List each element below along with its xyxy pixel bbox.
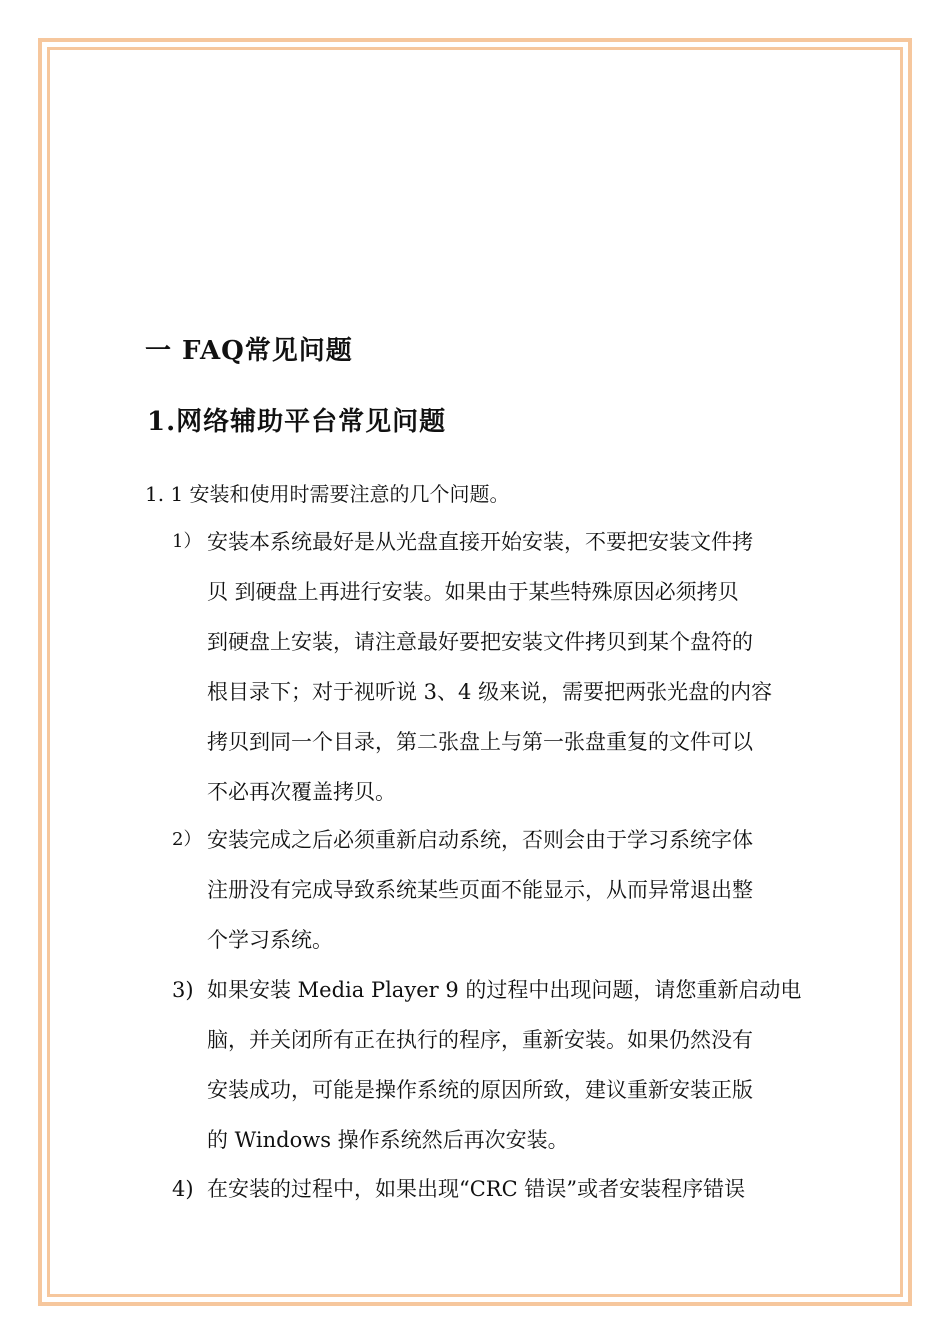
subsection-title-install-notes: 1. 1 安装和使用时需要注意的几个问题。 xyxy=(145,482,510,506)
text-line: 贝 到硬盘上再进行安装。如果由于某些特殊原因必须拷贝 xyxy=(207,580,739,604)
text-line: 在安装的过程中，如果出现“CRC 错误”或者安装程序错误 xyxy=(207,1177,746,1201)
list-item-number: 2） xyxy=(172,829,202,850)
text-line: 注册没有完成导致系统某些页面不能显示，从而异常退出整 xyxy=(207,878,753,902)
list-item-number: 1） xyxy=(172,531,202,552)
text-line: 到硬盘上安装，请注意最好要把安装文件拷贝到某个盘符的 xyxy=(207,630,753,654)
list-item-number: 3) xyxy=(172,978,194,1002)
text-line: 拷贝到同一个目录，第二张盘上与第一张盘重复的文件可以 xyxy=(207,730,753,754)
section-heading-faq: 一 FAQ常见问题 xyxy=(145,336,353,366)
text-line: 的 Windows 操作系统然后再次安装。 xyxy=(207,1128,569,1152)
list-item-text xyxy=(207,517,807,817)
text-line: 不必再次覆盖拷贝。 xyxy=(207,780,396,804)
list-item-text xyxy=(207,815,807,965)
subsection-heading-platform: 1.网络辅助平台常见问题 xyxy=(147,407,447,437)
text-line: 安装完成之后必须重新启动系统，否则会由于学习系统字体 xyxy=(207,828,753,852)
text-line: 安装本系统最好是从光盘直接开始安装，不要把安装文件拷 xyxy=(207,530,753,554)
text-line: 安装成功，可能是操作系统的原因所致，建议重新安装正版 xyxy=(207,1078,753,1102)
text-line: 根目录下；对于视听说 3、4 级来说，需要把两张光盘的内容 xyxy=(207,680,773,704)
text-line: 如果安装 Media Player 9 的过程中出现问题，请您重新启动电 xyxy=(207,978,802,1002)
list-item-number: 4) xyxy=(172,1177,194,1201)
text-line: 个学习系统。 xyxy=(207,928,333,952)
list-item-text xyxy=(207,965,807,1165)
text-line: 脑，并关闭所有正在执行的程序，重新安装。如果仍然没有 xyxy=(207,1028,753,1052)
list-item-text xyxy=(207,1164,807,1214)
